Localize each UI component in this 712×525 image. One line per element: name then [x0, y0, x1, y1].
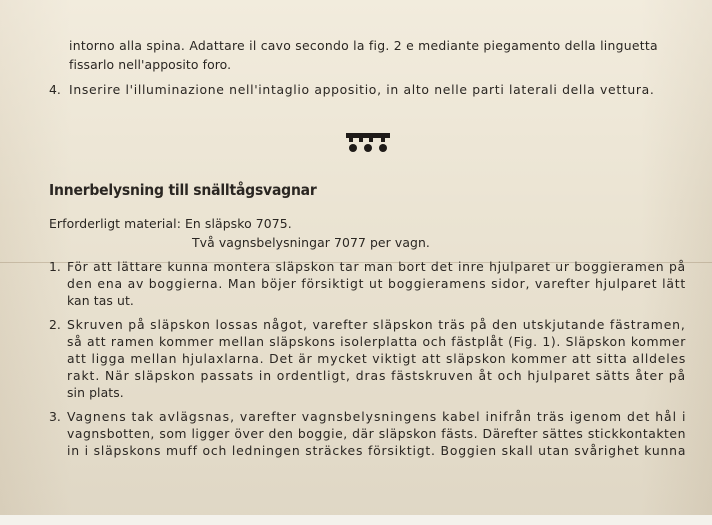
- item-2-number: 2.: [49, 317, 61, 332]
- item-2-line-1: Skruven på släpskon lossas något, varefter släpskon träs på den utskjutande fästramen,: [67, 317, 686, 332]
- top-paragraph-line-1: intorno alla spina. Adattare il cavo secondo la fig. 2 e mediante piegamento della linguetta: [69, 38, 658, 53]
- materials-line-2: Två vagnsbelysningar 7077 per vagn.: [192, 235, 430, 250]
- item-3-number: 3.: [49, 409, 61, 424]
- item-3-line-3: in i släpskons muff och ledningen sträckes försiktigt. Boggien skall utan svårighet kunna: [67, 443, 687, 458]
- item-2-line-4: rakt. När släpskon passats in ordentligt, dras fästskruven åt och hjulparet sätts åter på: [67, 368, 687, 383]
- top-item-4-number: 4.: [49, 82, 61, 97]
- section-heading: Innerbelysning till snälltågsvagnar: [49, 181, 317, 199]
- item-1-line-2: den ena av boggierna. Man böjer försiktigt ut boggieramens sidor, varefter hjulparet lätt: [67, 276, 687, 291]
- item-1-number: 1.: [49, 259, 61, 274]
- item-3-line-2: vagnsbotten, som ligger över den boggie, där släpskon fästs. Därefter sättes stickkontakten: [67, 426, 686, 441]
- item-2-line-5: sin plats.: [67, 385, 124, 400]
- item-3-line-1: Vagnens tak avlägsnas, varefter vagnsbelysningens kabel inifrån träs igenom det hål i: [67, 409, 687, 424]
- materials-line-1: Erforderligt material: En släpsko 7075.: [49, 216, 292, 231]
- top-paragraph-line-2: fissarlo nell'apposito foro.: [69, 57, 232, 72]
- item-1-line-1: För att lättare kunna montera släpskon tar man bort det inre hjulparet ur boggieramen på: [67, 259, 686, 274]
- item-2-line-2: så att ramen kommer mellan släpskons isolerplatta och fästplåt (Fig. 1). Släpskon kommer: [67, 334, 686, 349]
- scan-edge: [0, 515, 712, 525]
- train-logo-icon: [345, 131, 391, 155]
- item-2-line-3: att ligga mellan hjulaxlarna. Det är mycket viktigt att släpskon kommer att sitta alldeles: [67, 351, 687, 366]
- top-item-4-text: Inserire l'illuminazione nell'intaglio appositio, in alto nelle parti laterali della vettura.: [69, 82, 655, 97]
- item-1-line-3: kan tas ut.: [67, 293, 134, 308]
